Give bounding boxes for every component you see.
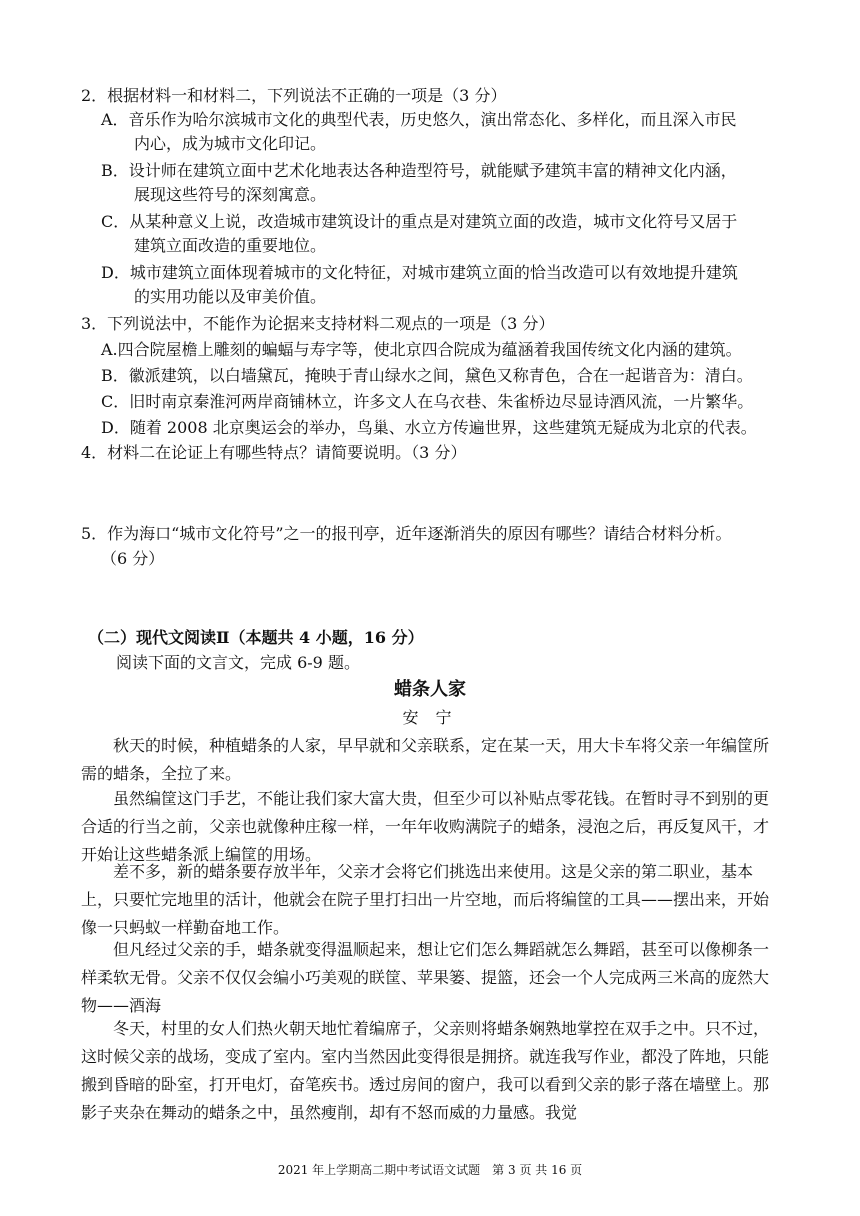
article-paragraph: 但凡经过父亲的手，蜡条就变得温顺起来，想让它们怎么舞蹈就怎么舞蹈，甚至可以像柳条一样柔软无骨。父亲不仅仅会编小巧美观的眹筐、苹果篓、提篮，还会一个人完成两三米高的庞然大物——酒海 [81,940,770,1015]
section-instruction: 阅读下面的文言文，完成 6-9 题。 [116,653,360,672]
question-4-stem: 4．材料二在论证上有哪些特点？请简要说明。（3 分） [81,443,467,462]
question-2-option-a: A．音乐作为哈尔滨城市文化的典型代表，历史悠久，演出常态化、多样化，而且深入市民 [101,110,737,129]
question-3-option-d: D．随着 2008 北京奥运会的举办，鸟巢、水立方传遍世界，这些建筑无疑成为北京的代表。 [101,418,757,437]
section-heading: （二）现代文阅读Ⅱ（本题共 4 小题，16 分） [88,628,424,647]
question-2-option-c: C．从某种意义上说，改造城市建筑设计的重点是对建筑立面的改造，城市文化符号又居于 [101,212,738,231]
article-paragraph: 差不多，新的蜡条要存放半年，父亲才会将它们挑选出来使用。这是父亲的第二职业，基本上，只要忙完地里的活计，他就会在院子里打扫出一片空地，而后将编筐的工具——摆出来，开始像一只蚂蚁一样勤奋地工作。 [81,862,770,937]
article-paragraph: 秋天的时候，种植蜡条的人家，早早就和父亲联系，定在某一天，用大卡车将父亲一年编筐所需的蜡条，全拉了来。 [81,736,770,783]
question-3-option-b: B．徽派建筑，以白墙黛瓦，掩映于青山绿水之间，黛色又称青色，合在一起谐音为：清白。 [101,366,753,385]
question-2-option-b: B．设计师在建筑立面中艺术化地表达各种造型符号，就能赋予建筑丰富的精神文化内涵， [101,161,737,180]
question-2-option-a-cont: 内心，成为城市文化印记。 [134,134,327,153]
question-3-stem: 3．下列说法中，不能作为论据来支持材料二观点的一项是（3 分） [81,314,555,333]
page-footer: 2021 年上学期高二期中考试语文试题 第 3 页 共 16 页 [277,1163,583,1177]
article-title: 蜡条人家 [394,679,466,700]
question-2-stem: 2．根据材料一和材料二，下列说法不正确的一项是（3 分） [81,86,507,105]
question-3-option-a: A.四合院屋檐上雕刻的蝙蝠与寿字等，使北京四合院成为蕴涵着我国传统文化内涵的建筑。 [101,340,742,359]
article-paragraph: 虽然编筐这门手艺，不能让我们家大富大贵，但至少可以补贴点零花钱。在暂时寻不到别的更合适的行当之前，父亲也就像种庄稼一样，一年年收购满院子的蜡条，浸泡之后，再反复风干，才开始让这些蜡条派上编筐的用场。 [81,789,770,864]
article-paragraph: 冬天，村里的女人们热火朝天地忙着编席子，父亲则将蜡条娴熟地掌控在双手之中。只不过，这时候父亲的战场，变成了室内。室内当然因此变得很是拥挤。就连我写作业，都没了阵地，只能搬到昏暗的卧室，打开电灯，奋笔疾书。透过房间的窗户，我可以看到父亲的影子落在墙壁上。那影子夹杂在舞动的蜡条之中，虽然瘦削，却有不怒而威的力量感。我觉 [81,1019,770,1122]
question-2-option-c-cont: 建筑立面改造的重要地位。 [134,236,327,255]
article-author: 安 宁 [402,708,458,727]
question-3-option-c: C．旧时南京秦淮河两岸商铺林立，许多文人在乌衣巷、朱雀桥边尽显诗酒风流，一片繁华。 [101,392,754,411]
question-2-option-d: D．城市建筑立面体现着城市的文化特征，对城市建筑立面的恰当改造可以有效地提升建筑 [101,263,738,282]
question-5-stem: 5．作为海口“城市文化符号”之一的报刊亭，近年逐渐消失的原因有哪些？请结合材料分析。 [81,524,732,543]
question-2-option-d-cont: 的实用功能以及审美价值。 [134,287,327,306]
question-2-option-b-cont: 展现这些符号的深刻寓意。 [134,185,327,204]
question-5-stem-cont: （6 分） [101,549,165,568]
